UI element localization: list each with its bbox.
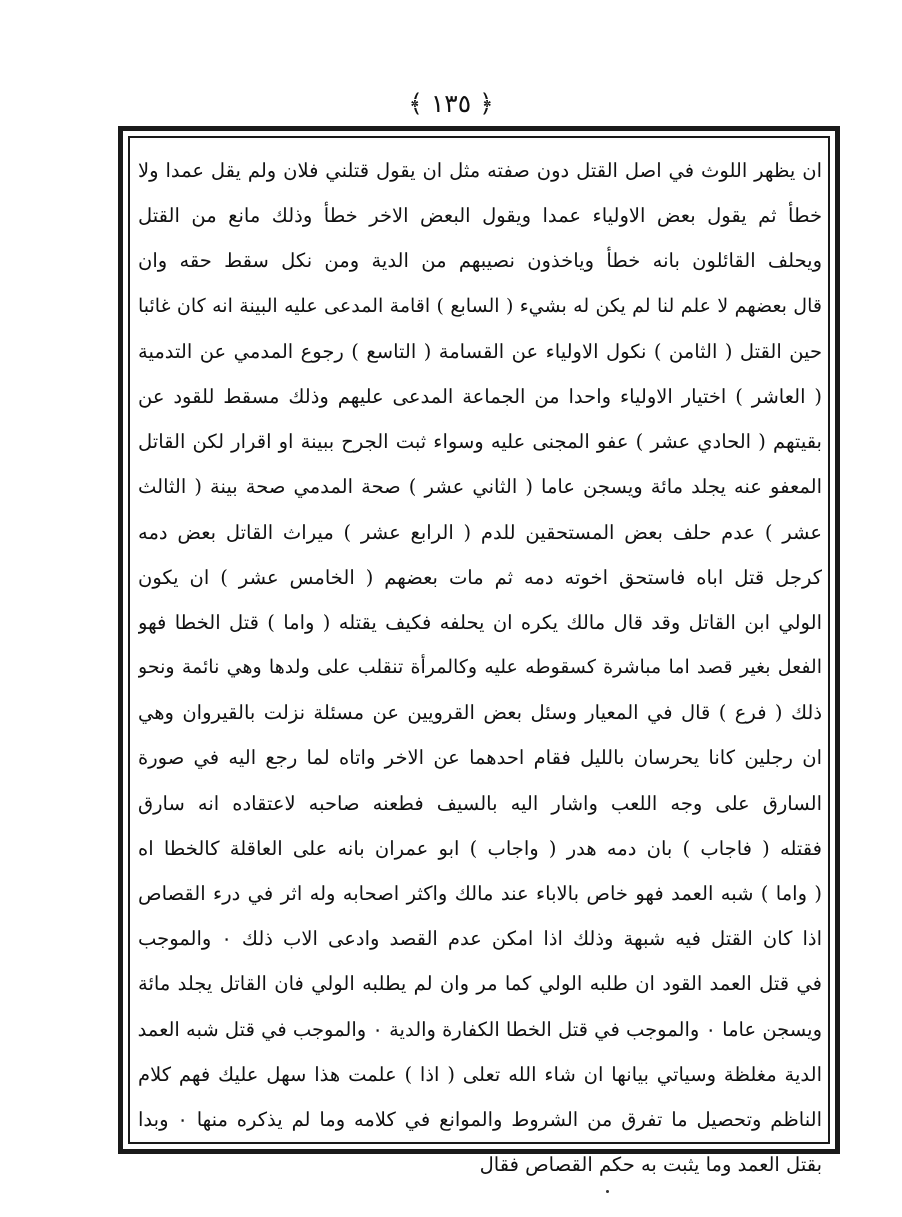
text-line: ان رجلين كانا يحرسان بالليل فقام احدهما عن الاخر واتاه لما رجع اليه في صورة bbox=[138, 746, 822, 770]
text-line: كرجل قتل اباه فاستحق اخوته دمه ثم مات بعضهم ( الخامس عشر ) ان يكون bbox=[138, 565, 822, 589]
page-speck bbox=[606, 1190, 609, 1193]
text-line: حين القتل ( الثامن ) نكول الاولياء عن القسامة ( التاسع ) رجوع المدمي عن التدمية bbox=[138, 339, 822, 363]
text-line: ان يظهر اللوث في اصل القتل دون صفته مثل ان يقول قتلني فلان ولم يقل عمدا ولا bbox=[138, 159, 822, 182]
text-line: السارق على وجه اللعب واشار اليه بالسيف فطعنه صاحبه لاعتقاده انه سارق bbox=[138, 791, 822, 815]
text-line: في قتل العمد القود ان طلبه الولي كما مر وان لم يطلبه الولي فان القاتل يجلد مائة bbox=[138, 972, 822, 996]
text-line: ( واما ) شبه العمد فهو خاص بالاباء عند مالك واكثر اصحابه وله اثر في درء القصاص bbox=[138, 882, 822, 905]
text-line: الفعل بغير قصد اما مباشرة كسقوطه عليه وكالمرأة تنقلب على ولدها وهي نائمة ونحو bbox=[138, 656, 822, 679]
text-line: عشر ) عدم حلف بعض المستحقين للدم ( الرابع عشر ) ميراث القاتل بعض دمه bbox=[138, 520, 822, 544]
text-line: الولي ابن القاتل وقد قال مالك يكره ان يحلفه فكيف يقتله ( واما ) قتل الخطا فهو bbox=[138, 610, 822, 634]
text-line: ويحلف القائلون بانه خطأ وياخذون نصيبهم من الدية ومن نكل سقط حقه وان bbox=[138, 249, 822, 273]
text-line: الدية مغلظة وسياتي بيانها ان شاء الله تعلى ( اذا ) علمت هذا سهل عليك فهم كلام bbox=[138, 1062, 822, 1086]
text-line: المعفو عنه يجلد مائة ويسجن عاما ( الثاني عشر ) صحة المدمي صحة بينة ( الثالث bbox=[138, 475, 822, 499]
text-line: اذا كان القتل فيه شبهة وذلك اذا امكن عدم القصد وادعى الاب ذلك ٠ والموجب bbox=[138, 927, 822, 951]
text-line: ( العاشر ) اختيار الاولياء واحدا من الجماعة المدعى عليهم وذلك مسقط للقود عن bbox=[138, 384, 822, 408]
text-line: خطأ ثم يقول بعض الاولياء عمدا ويقول البعض الاخر خطأ وذلك مانع من القتل bbox=[138, 204, 822, 228]
text-line: الناظم وتحصيل ما تفرق من الشروط والموانع في كلامه وما لم يذكره منها ٠ وبدا bbox=[138, 1107, 822, 1131]
text-line-last: بقتل العمد وما يثبت به حكم القصاص فقال bbox=[479, 1153, 822, 1177]
text-line: ذلك ( فرع ) قال في المعيار وسئل بعض القرويين عن مسئلة نزلت بالقيروان وهي bbox=[138, 701, 822, 725]
text-line: بقيتهم ( الحادي عشر ) عفو المجنى عليه وسواء ثبت الجرح ببينة او اقرار لكن القاتل bbox=[138, 430, 822, 454]
text-line: فقتله ( فاجاب ) بان دمه هدر ( واجاب ) ابو عمران بانه على العاقلة كالخطا اه bbox=[138, 836, 822, 860]
text-line: ويسجن عاما ٠ والموجب في قتل الخطا الكفارة والدية ٠ والموجب في قتل شبه العمد bbox=[138, 1017, 822, 1041]
text-body bbox=[138, 148, 822, 1187]
text-line: قال بعضهم لا علم لنا لم يكن له بشيء ( السابع ) اقامة المدعى عليه البينة انه كان غائبا bbox=[138, 294, 822, 317]
page-number: ﴿ ١٣٥ ﴾ bbox=[408, 89, 494, 118]
